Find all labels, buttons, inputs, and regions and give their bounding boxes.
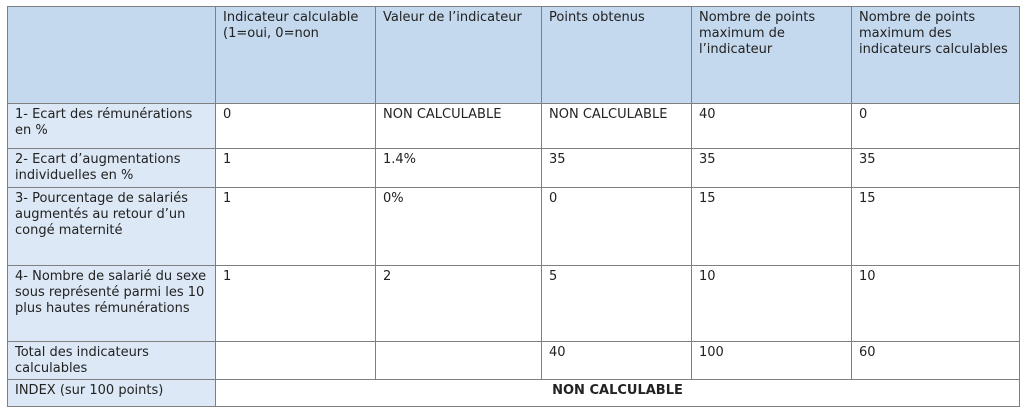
header-cell-empty [8,7,216,104]
header-cell-points: Points obtenus [542,7,692,104]
table-cell: 1 [216,149,376,188]
row-label: 3- Pourcentage de salariés augmentés au retour d’un congé maternité [8,188,216,266]
header-row [8,7,1020,104]
table-row [8,149,1020,188]
total-row [8,342,1020,380]
table-cell: 60 [852,342,1020,380]
table-cell: 0% [376,188,542,266]
table-cell: 10 [852,266,1020,342]
table-cell: NON CALCULABLE [542,104,692,149]
row-label: Total des indicateurs calculables [8,342,216,380]
table-cell: 35 [692,149,852,188]
table-cell: 2 [376,266,542,342]
table-cell: 0 [542,188,692,266]
index-value: NON CALCULABLE [216,380,1020,407]
table-cell: 40 [542,342,692,380]
header-cell-max-points: Nombre de points maximum de l’indicateur [692,7,852,104]
table-cell: 0 [216,104,376,149]
row-label: 4- Nombre de salarié du sexe sous représenté parmi les 10 plus hautes rémunérations [8,266,216,342]
table-cell: 40 [692,104,852,149]
table-cell: 1 [216,188,376,266]
table-cell [216,342,376,380]
table-cell: 1 [216,266,376,342]
indicators-table [7,6,1020,407]
table-cell: NON CALCULABLE [376,104,542,149]
table-row [8,266,1020,342]
table-row [8,188,1020,266]
table-cell: 100 [692,342,852,380]
index-row [8,380,1020,407]
table-cell: 0 [852,104,1020,149]
table-cell: 10 [692,266,852,342]
table-cell: 1.4% [376,149,542,188]
table-cell [376,342,542,380]
table-cell: 35 [542,149,692,188]
table-cell: 15 [692,188,852,266]
table-row [8,104,1020,149]
table-cell: 5 [542,266,692,342]
index-label: INDEX (sur 100 points) [8,380,216,407]
table-cell: 35 [852,149,1020,188]
header-cell-calculable: Indicateur calculable (1=oui, 0=non [216,7,376,104]
header-cell-max-points-calculable: Nombre de points maximum des indicateurs calculables [852,7,1020,104]
row-label: 2- Ecart d’augmentations individuelles en % [8,149,216,188]
row-label: 1- Ecart des rémunérations en % [8,104,216,149]
table-cell: 15 [852,188,1020,266]
header-cell-value: Valeur de l’indicateur [376,7,542,104]
